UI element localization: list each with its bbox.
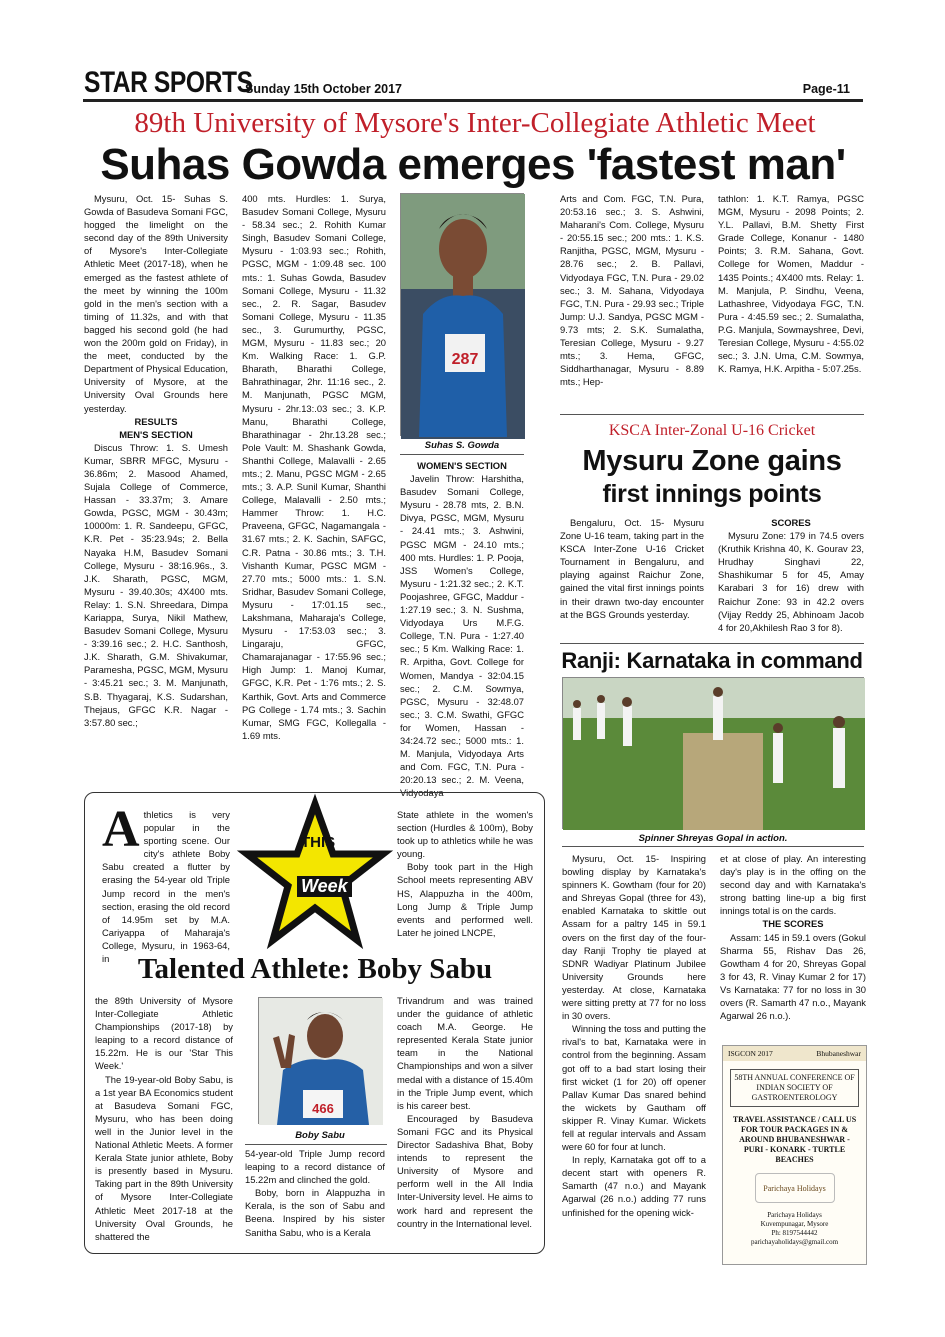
- section-divider: [560, 414, 864, 415]
- issue-date: Sunday 15th October 2017: [245, 82, 403, 96]
- caption-rule: [245, 1144, 387, 1145]
- article-paragraph: Javelin Throw: Harshitha, Basudev Somani College, Mysuru - 28.78 mts, 2. B.N. Divya, PGSC, MGM, Mysuru - 24.41 mts.; 3. Ashwini, PGSC MGM - 24.10 mts.; 400 mts. Hurdles: 1. P. Pooja, JSS Women's College, Mysuru - 1:21.32 sec.; 2. K.T. Poojashree, GFGC, Maddur - 1:27.19 sec.; 3. N. Sushma, Vidyodaya Urs M.F.G. College, T.N. Pura - 1:27.40 sec.; 5 Km. Walking Race: 1. R. Arpitha, Govt. College for Women, Mandya - 32:04.15 sec.; 2. C.M. Sowmya, PGSC, Mysuru - 32:48.07 sec.; 3. C.M. Swathi, GFGC for Women, Hassan - 34:24.72 sec.; 5000 mts.: 1. M. Manjula, Vidyodaya Arts and Com. FGC, T.N. Pura - 20:20.13 sec.; 2. M. Veena, Vidyodaya: [400, 473, 524, 799]
- ad-address-area: Kuvempunagar, Mysore: [760, 1220, 829, 1228]
- feature-col-3: [397, 994, 533, 1248]
- article-paragraph: Boby took part in the High School meets representing ABV HS, Alappuzha in the 400m, Long Jump & Triple Jump events and performed well. Later he joined LNCPE,: [397, 861, 533, 938]
- article-paragraph: The 19-year-old Boby Sabu, is a 1st year BA Economics student at Basudeva Somani FGC, Mysuru, who has been doing well in the Junior level in the National Athletic Meets. A former Kerala State junior athlete, Boby is presently based in Mysuru. Taking part in the 89th University of Mysore Inter-Collegiate Athletic Meet 2017-18 at the University Oval Grounds, he shattered the: [95, 1073, 233, 1242]
- travel-advertisement: [722, 1045, 867, 1265]
- star-this-week-badge: [245, 800, 385, 948]
- ad-offer-text: TRAVEL ASSISTANCE / CALL US FOR TOUR PACKAGES IN & AROUND BHUBANESHWAR - PURI - KONARK - TURTLE BEACHES: [732, 1115, 857, 1164]
- page-number: Page-11: [802, 82, 850, 96]
- main-article-col-3: [400, 459, 524, 799]
- ranji-headline: Ranji: Karnataka in command: [561, 648, 863, 673]
- ksca-headline-line-2: first innings points: [602, 480, 822, 508]
- article-paragraph: Mysuru Zone: 179 in 74.5 overs (Kruthik Krishna 40, K. Gourav 23, Hrudhay Singhavi 22, Shashikumar 5 for 45, Amay Karabari 3 for 16) drew with Raichur Zone: 93 in 42.2 overs (Vijay Reddy 25, Abhinoam Jacob 4 for 20,Akhilesh Rao 3 for 8).: [718, 530, 864, 633]
- badge-this: THIS: [301, 834, 336, 851]
- article-paragraph: Assam: 145 in 59.1 overs (Gokul Sharma 55, Rishav Das 26, Gowtham 4 for 20, Shreyas Gopal 3 for 43, R. Vinay Kumar 2 for 17) Vs Karnataka: 77 for no loss in 30 overs (R. Samarth 47 n.o., Mayank Agarwal 26 n.o.).: [720, 931, 867, 1022]
- men-section-heading: MEN'S SECTION: [119, 428, 193, 440]
- ksca-col-2: [718, 516, 864, 641]
- article-paragraph: Arts and Com. FGC, T.N. Pura, 20:53.16 sec.; 3. S. Ashwini, Maharani's Com. College, Mysuru - 20:55.15 sec.; 200 mts.: 1. K.S. Ranjitha, PGSC, MGM, Mysuru - 28.76 sec.; 2. B. Pallavi, Vidyodaya FGC, T.N. Pura - 29.02 sec.; 3. M. Sahana, Vidyodaya FGC, T.N. Pura - 29.93 sec.; Triple Jump: U.J. Sandya, PGSC MGM - 9.73 mts; 2. S.K. Sumalatha, Teresian College, Mysuru - 9.27 mts.; 3. Hema, GFGC, Siddharthanagar, Mysuru - 8.89 mts.; Hep-: [560, 193, 704, 388]
- ranji-col-2: [720, 852, 866, 1040]
- svg-text:466: 466: [312, 1101, 334, 1116]
- article-paragraph: Mysuru, Oct. 15- Suhas S. Gowda of Basudeva Somani FGC, hogged the limelight on the second day of the 89th University of Mysore's Inter-Collegiate Athletic Meet (2017-18), when he emerged as the fastest athlete of the meet by winning the 100m gold in the men's section with a timing of 11.32s, and with that bagged his second gold (he had won the 200m gold on Friday), in the meet, conducted by the Department of Physical Education, University of Mysore, at the University Oval Grounds here yesterday.: [84, 193, 228, 414]
- section-divider: [560, 643, 864, 644]
- ranji-col-1: [562, 852, 706, 1264]
- feature-col-1: [95, 994, 233, 1248]
- suhas-photo: [400, 193, 524, 436]
- article-paragraph: Bengaluru, Oct. 15- Mysuru Zone U-16 team, taking part in the KSCA Inter-Zone U-16 Cricket Tournament in Bengaluru, and playing against Raichur Zone, gained the vital first innings points in their drawn two-day encounter at the BGS Grounds yesterday.: [560, 517, 704, 620]
- feature-intro-text: thletics is very popular in the sporting scene. Our city's athlete Boby Sabu created a flutter by erasing the 54-year old Triple Jump record in the men's section, erasing the old record of 14.95m set by M.A. Cariyappa of Maharaja's College, Mysuru, in 1963-64, in: [102, 809, 230, 965]
- caption-rule: [400, 454, 524, 455]
- feature-headline: Talented Athlete: Boby Sabu: [137, 953, 493, 985]
- article-paragraph: Discus Throw: 1. S. Umesh Kumar, SBRR MFGC, Mysuru - 36.86m; 2. Masood Ahamed, Sujala College of Commerce, Hassan - 33.37m; 3. Amare Gowda, PGSC, MGM - 30.43m; 10000m: 1. R. Sandeepu, GFGC, K.R. Pet - 35:23.94s; 2. Bella Nayaka H.M, Basudev Somani College, Mysuru - 38:16.96s., 3. J.K. Sharath, PGSC, MGM, Mysuru - 39.40.30s; 4X400 mts. Relay: 1. S.N. Shreedara, Dimpa Kariappa, Surya, Nikil Mathew, Basudev Somani College, Mysuru - 3:39.16 sec.; 2. H.C. Santhosh, J.K. Sharath, G.M. Shivakumar, Paramesha, PGSC, MGM, Mysuru - 3:45.21 sec.; 3. M. Manjunath, S.B. Thyagaraj, K.S. Sudarshan, Thejaus, GFGC K.R. Nagar - 3:57.80 sec.;: [84, 441, 228, 728]
- section-title: STAR SPORTS: [84, 66, 253, 99]
- ksca-scores-heading: SCORES: [771, 517, 811, 528]
- main-article-col-1: [84, 192, 228, 782]
- article-paragraph: tathlon: 1. K.T. Ramya, PGSC MGM, Mysuru - 2098 Points; 2. Y.L. Pallavi, B.M. Shetty First Grade College, Konanur - 1480 Points; 3. R.M. Sahana, Govt. College for Women, Maddur - 1435 Points.; 4X400 mts. Relay: 1. M. Manjula, P. Sindhu, Veena, Lathashree, Vidyodaya FGC, T.N. Pura - 4:45.59 sec.; 2. Sumalatha, P.G. Manjula, Sowmayshree, Devi, Teresian College, Mysuru - 4:55.02 sec.; 3. J.N. Uma, C.M. Sowmya, K. Ramya, H.K. Arpitha - 5:07.25s.: [718, 193, 864, 375]
- suhas-photo-caption: Suhas S. Gowda: [424, 440, 500, 451]
- feature-top-right: [397, 808, 533, 953]
- ksca-kicker: KSCA Inter-Zonal U-16 Cricket: [608, 422, 816, 439]
- main-kicker: 89th University of Mysore's Inter-Collegiate Athletic Meet: [134, 107, 816, 139]
- ad-address-name: Parichaya Holidays: [767, 1211, 822, 1219]
- article-paragraph: et at close of play. An interesting day's play is in the offing on the second day and with Karnataka's strong batting line-up a big first innings total is on the cards.: [720, 853, 866, 917]
- article-paragraph: 400 mts. Hurdles: 1. Surya, Basudev Somani College, Mysuru - 58.34 sec.; 2. Rohith Kumar Singh, Basudev Somani College, Mysuru - 1:03.93 sec.; Rohith, PGSC, MGM - 1:09.48 sec. 100 mts.: 1. Suhas Gowda, Basudev Somani College, Mysuru - 11.32 sec., 2. R. Sagar, Basudev Somani College, Mysuru - 11.35 sec., 3. Gurumurthy, PGSC, MGM, Mysuru - 11.83 sec.; 20 Km. Walking Race: 1. G.P. Bharath, Bharathi College, Bahrathinagar, 2hr. 11:16 sec., 2. M. Manjunath, PGSC MGM, Mysuru - 2hr.13:.03 sec.; 3. K.P. Manu, Bharathi College, Bharathinagar - 2hr.13.28 sec.; Pole Vault: M. Shashank Gowda, Shanthi College, Malavalli - 2.65 mts.; 2. Manu, PGSC MGM - 2.65 mts.; 3. A.P. Sunil Kumar, Shanthi College, Malavalli - 2.50 mts.; Hammer Throw: 1. H.C. Praveena, GFGC, Nagamangala - 31.67 mts.; 2. K. Sachin, SAFGC, C.R. Patna - 30.86 mts.; 3. T.H. Vishanth Kumar, PGSC MGM - 27.70 mts.; 5000 mts.: 1. S.N. Sridhar, Basudev Somani College, Mysuru - 17:01.15 sec., Lakshmana, Maharaja's College, Mysuru - 17:53.03 sec.; 3. Lingaraju, GFGC, Chamarajanagar - 17:55.96 sec.; High Jump: 1. Manoj Kumar, GFGC, K.R. Pet - 1:76 mts.; 2. S. Karthik, Govt. Arts and Commerce PG College - 1.74 mts.; 3. Sachin Kumar, SMG FGC, Kollegalla - 1.69 mts.: [242, 193, 386, 741]
- ad-brand-logo: Parichaya Holidays: [755, 1173, 835, 1203]
- article-paragraph: In reply, Karnataka got off to a decent start with openers R. Samarth (47 n.o.) and Mayank Agarwal (26 n.o.) adding 77 runs unfinished for the opening wick-: [562, 1154, 706, 1218]
- main-article-col-2: [242, 192, 386, 782]
- article-paragraph: 54-year-old Triple Jump record leaping to a record distance of 15.22m and clinched the gold.: [245, 1148, 385, 1186]
- article-paragraph: State athlete in the women's section (Hurdles & 100m), Boby took up to athletics while he was young.: [397, 809, 533, 860]
- svg-text:287: 287: [451, 351, 479, 368]
- results-heading: RESULTS: [134, 415, 178, 427]
- article-paragraph: Winning the toss and putting the rival's to bat, Karnataka were in control from the beginning. Assam got off to a bad start losing their first wicket (1 for 20) off opener Pallav Kumar Das snared behind the wickets by Gautham off skipper R. Vinay Kumar. Wickets fell at regular intervals and Assam were 60 for four at lunch.: [562, 1023, 706, 1153]
- dropcap: A: [102, 801, 140, 858]
- ranji-scores-heading: THE SCORES: [762, 918, 824, 930]
- main-article-col-4: [560, 192, 704, 407]
- article-paragraph: Mysuru, Oct. 15- Inspiring bowling display by Karnataka's spinners K. Gowtham (four for 20) and Shreyas Gopal (three for 43), enabled Karnataka to skittle out Assam for a paltry 145 in 59.1 overs on the first day of the four-day Ranji Trophy tie played at SDNR Wadiyar Platinum Jubilee University Grounds here yesterday. At close, Karnataka were sitting pretty at 77 for no loss in 30 overs.: [562, 853, 706, 1022]
- ranji-photo-caption: Spinner Shreyas Gopal in action.: [638, 833, 788, 844]
- article-paragraph: Trivandrum and was trained under the guidance of athletic coach M.A. George. He represented Kerala State junior team in the National Championships and won a silver medal with a distance of 15.40m in the Triple Jump event, which is his career best.: [397, 995, 533, 1111]
- badge-week: Week: [297, 876, 352, 897]
- main-headline: Suhas Gowda emerges 'fastest man': [100, 140, 846, 189]
- article-paragraph: the 89th University of Mysore Inter-Collegiate Athletic Championships (2017-18) by leaping to a record distance of 15.22m. He is our 'Star This Week.': [95, 995, 233, 1072]
- main-article-col-5: [718, 192, 864, 407]
- ad-email: parichayaholidays@gmail.com: [750, 1238, 839, 1246]
- ksca-headline-line-1: Mysuru Zone gains: [582, 445, 842, 477]
- boby-photo-caption: Boby Sabu: [295, 1130, 345, 1141]
- top-rule: [83, 99, 863, 102]
- women-section-heading: WOMEN'S SECTION: [417, 460, 507, 471]
- ad-conference-code: ISGCON 2017: [728, 1049, 773, 1058]
- ad-conference-title: 58TH ANNUAL CONFERENCE OF INDIAN SOCIETY OF GASTROENTEROLOGY: [730, 1069, 859, 1107]
- star-icon: [245, 800, 385, 948]
- boby-photo: [258, 997, 382, 1124]
- caption-rule: [562, 846, 864, 847]
- article-paragraph: Encouraged by Basudeva Somani FGC and its Physical Director Sadashiva Bhat, Boby intends to represent the University of Mysore and perform well in the All India Inter-University level. He aims to work hard and represent the country in the International level.: [397, 1112, 533, 1229]
- cricket-photo: [562, 677, 864, 829]
- feature-intro: [102, 801, 230, 965]
- feature-col-2: [245, 1147, 385, 1247]
- article-paragraph: Boby, born in Alappuzha in Kerala, is the son of Sabu and Beena. Inspired by his sister Sanitha Sabu, who is a Kerala: [245, 1187, 385, 1238]
- ksca-col-1: [560, 516, 704, 641]
- ad-city: Bhubaneshwar: [816, 1049, 861, 1058]
- ad-phone: Ph: 8197544442: [771, 1229, 818, 1237]
